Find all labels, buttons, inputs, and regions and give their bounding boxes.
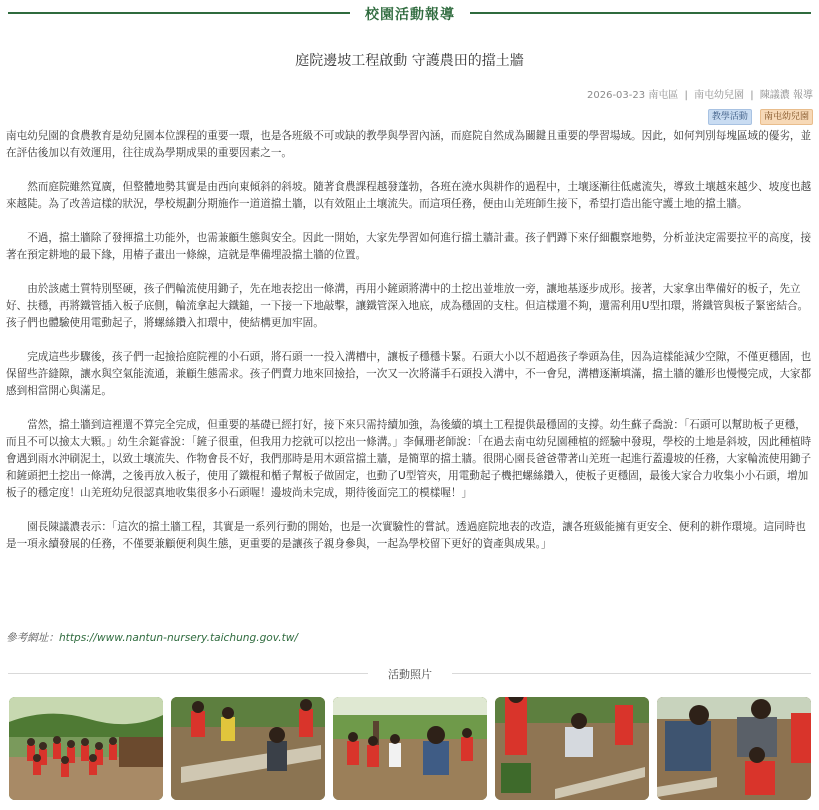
section-header <box>0 4 819 22</box>
tag-list <box>705 104 813 125</box>
reference-label: 參考網址： <box>6 632 59 644</box>
header-divider-left <box>8 12 350 14</box>
meta-author: 陳議濃 報導 <box>759 90 813 101</box>
paragraph: 當然，擋土牆到這裡還不算完全完成，但重要的基礎已經打好，接下來只需持續加強，為後續的填土工程提供最穩固的支撐。幼生蘇子喬說：「石頭可以幫助板子更穩，而且不可以撿太大顆。」幼生余鋌睿說：「鏟子很重，但我用力挖就可以挖出一條溝。」李佩珊老師說：「在過去南屯幼兒園種植的經驗中發現，學校的土地是斜坡，因此種植時會遇到雨水沖刷泥土，以致土壤流失、作物會長不好，我們那時是用木頭當擋土牆，是簡單的擋土牆。很開心園長爸爸帶著山羌班一起進行蓋邊坡的任務，大家輪流使用鋤子和鏟頭把土挖出一條溝，之後再放入板子，使用了鐵棍和楯子幫板子做固定，也動了U型管夾，用電動起子機把螺絲鑽入，使板子更穩固，最後大家合力收集小小石頭，增加板子的穩定度！山羌班幼兒很認真地收集很多小石頭喔！邊坡尚未完成，期待後面完工的模樣喔！」 <box>6 419 812 499</box>
meta-district: 南屯區 <box>648 90 679 101</box>
article-meta <box>587 86 813 101</box>
photo-image <box>333 697 487 800</box>
reference <box>6 630 298 645</box>
meta-separator: | <box>750 90 754 101</box>
paragraph: 由於該處土質特別堅硬，孩子們輪流使用鋤子，先在地表挖出一條溝，再用小鏟頭將溝中的土挖出並堆放一旁，讓地基逐步成形。接著，大家拿出準備好的板子，先立好、扶穩，再將鐵管插入板子底側，輪流拿起大鐵鎚，一下接一下地敲擊，讓鐵管深入地底，成為穩固的支柱。但這樣還不夠，還需利用U型扣環，將鐵管與板子緊密結合。孩子們也體驗使用電動起子，將螺絲鑽入扣環中，使結構更加牢固。 <box>6 283 809 329</box>
paragraph: 園長陳議濃表示：「這次的擋土牆工程，其實是一系列行動的開始，也是一次實驗性的嘗試。透過庭院地表的改造，讓各班級能擁有更安全、便利的耕作環境。這同時也是一項永續發展的任務，不僅要兼顧便利與生態，更重要的是讓孩子親身參與，一起為學校留下更好的資產與成果。」 <box>6 521 806 550</box>
activity-photo-5[interactable] <box>657 697 811 800</box>
photo-image <box>9 697 163 800</box>
article-body <box>6 128 814 570</box>
tag-teaching-activity[interactable]: 教學活動 <box>708 109 752 125</box>
meta-date: 2026-03-23 <box>587 90 646 101</box>
photo-gallery <box>9 697 811 802</box>
paragraph: 然而庭院雖然寬廣，但整體地勢其實是由西向東傾斜的斜坡。隨著食農課程越發蓬勃，各班在澆水與耕作的過程中，土壤逐漸往低處流失，導致土壤越來越少、坡度也越來越陡。為了改善這樣的狀況，學校規劃分期施作一道道擋土牆，以有效阻止土壤流失。而這項任務，便由山羌班師生接下，希望打造出能守護土地的擋土牆。 <box>6 181 812 210</box>
activity-photo-2[interactable] <box>171 697 325 800</box>
meta-separator: | <box>684 90 688 101</box>
meta-school: 南屯幼兒園 <box>694 90 745 101</box>
paragraph: 完成這些步驟後，孩子們一起撿拾庭院裡的小石頭，將石頭一一投入溝槽中，讓板子穩穩卡緊。石頭大小以不超過孩子拳頭為佳，因為這樣能減少空隙，不僅更穩固，也保留些許縫隙，讓水與空氣能流通，兼顧生態需求。孩子們賣力地來回撿拾，一次又一次將滿手石頭投入溝中，不一會兒，溝槽逐漸填滿，擋土牆的雛形也慢慢完成，大家都感到相當開心與滿足。 <box>6 351 812 397</box>
photo-image <box>171 697 325 800</box>
photos-divider-right <box>452 673 811 674</box>
photos-header <box>0 666 819 682</box>
photo-image <box>657 697 811 800</box>
section-title: 校園活動報導 <box>365 7 455 23</box>
paragraph: 南屯幼兒園的食農教育是幼兒園本位課程的重要一環，也是各班級不可或缺的教學與學習內涵，而庭院自然成為關鍵且重要的學習場域。因此，如何判別每塊區域的優劣，並在評估後加以有效運用，往往成為學期成果的重要因素之一。 <box>6 130 812 159</box>
header-divider-right <box>470 12 811 14</box>
photo-image <box>495 697 649 800</box>
photos-divider-left <box>8 673 368 674</box>
article-title: 庭院邊坡工程啟動 守護農田的擋土牆 <box>295 53 524 69</box>
photos-title: 活動照片 <box>388 668 432 681</box>
tag-school[interactable]: 南屯幼兒園 <box>760 109 813 125</box>
activity-photo-3[interactable] <box>333 697 487 800</box>
activity-photo-1[interactable] <box>9 697 163 800</box>
reference-link[interactable]: https://www.nantun-nursery.taichung.gov.tw/ <box>58 632 298 644</box>
paragraph: 不過，擋土牆除了發揮擋土功能外，也需兼顧生態與安全。因此一開始，大家先學習如何進行擋土牆計畫。孩子們蹲下來仔細觀察地勢，分析並決定需要拉平的高度，接著在預定耕地的最下緣，用樁子畫出一條線，這就是準備埋設擋土牆的位置。 <box>6 232 812 261</box>
activity-photo-4[interactable] <box>495 697 649 800</box>
